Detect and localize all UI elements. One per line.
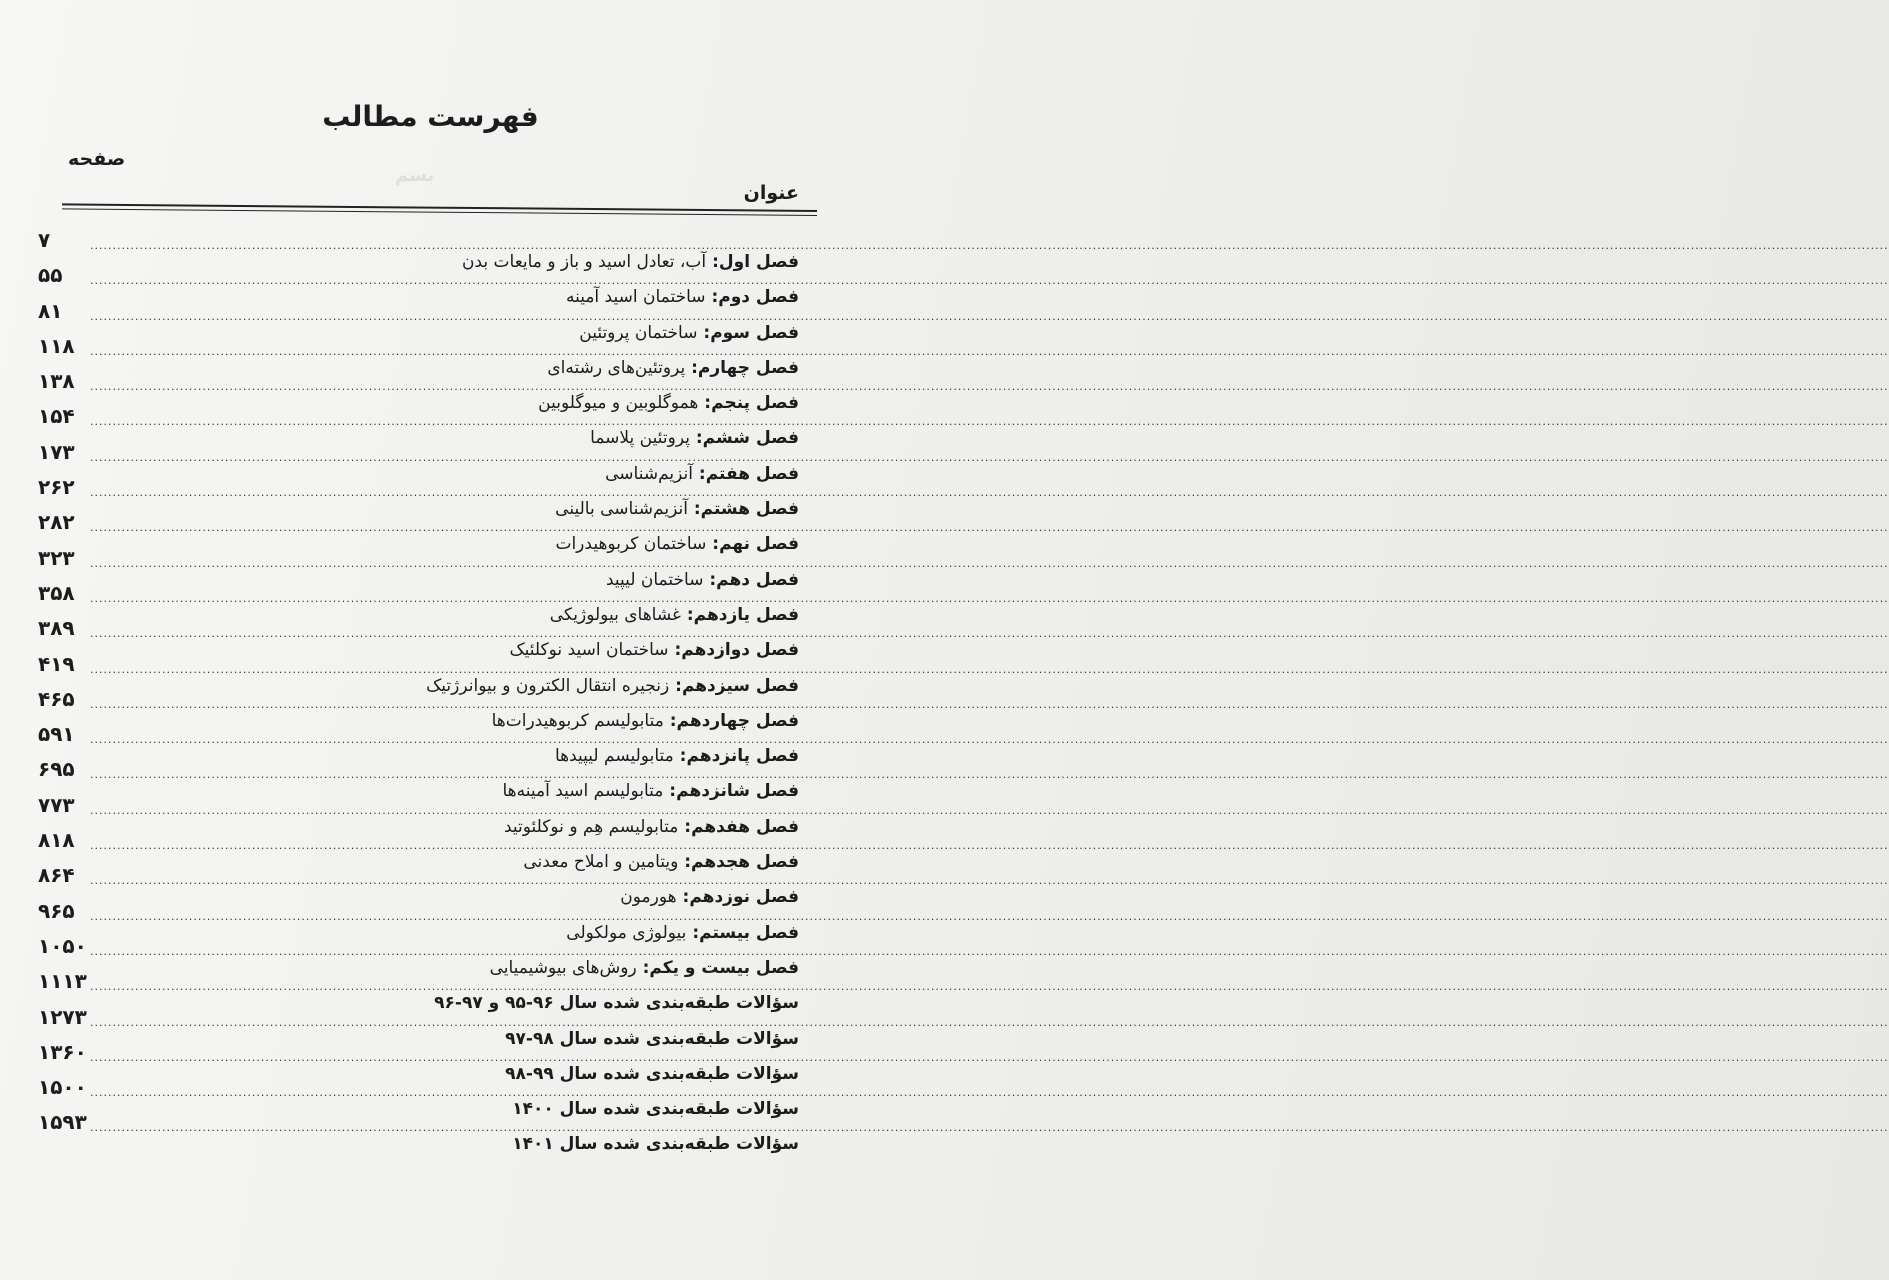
toc-entry xyxy=(0,969,1889,1014)
toc-entry-label: فصل دوم: ساختمان اسید آمینه xyxy=(565,287,799,308)
toc-entry xyxy=(0,1110,1889,1155)
toc-page-number: ۳۲۳ xyxy=(38,545,75,570)
toc-dot-leader: ................................................................................................................................................................................................................................................................................................................................................................................................................ xyxy=(90,415,1889,429)
toc-entry-label: فصل نوزدهم: هورمون xyxy=(620,887,799,908)
chapter-title: ساختمان کربوهیدرات xyxy=(555,534,707,555)
toc-entry-label: فصل بیست و یکم: روش‌های بیوشیمیایی xyxy=(489,957,799,978)
chapter-title: ساختمان اسید آمینه xyxy=(565,287,706,308)
chapter-title: هورمون xyxy=(620,887,677,908)
chapter-title: هموگلوبین و میوگلوبین xyxy=(538,393,699,414)
toc-dot-leader: ................................................................................................................................................................................................................................................................................................................................................................................................................ xyxy=(90,344,1889,358)
chapter-title: متابولیسم اسید آمینه‌ها xyxy=(502,781,664,802)
toc-page-number: ۸۱۸ xyxy=(38,828,75,853)
toc-dot-leader: ................................................................................................................................................................................................................................................................................................................................................................................................................ xyxy=(90,556,1889,570)
toc-dot-leader: ................................................................................................................................................................................................................................................................................................................................................................................................................ xyxy=(90,521,1889,535)
bleed-through-text: بسم xyxy=(395,165,435,186)
toc-page-number: ۷ xyxy=(38,228,51,252)
chapter-title: ساختمان اسید نوکلئیک xyxy=(509,640,669,661)
toc-dot-leader: ................................................................................................................................................................................................................................................................................................................................................................................................................ xyxy=(90,1050,1889,1064)
chapter-number: فصل هشتم xyxy=(700,499,799,520)
toc-page-number: ۱۵۴ xyxy=(38,404,75,429)
chapter-number: فصل هجدهم xyxy=(691,852,799,873)
toc-dot-leader: ................................................................................................................................................................................................................................................................................................................................................................................................................ xyxy=(90,450,1889,464)
toc-entry-label: فصل نهم: ساختمان کربوهیدرات xyxy=(555,534,799,555)
toc-dot-leader: ................................................................................................................................................................................................................................................................................................................................................................................................................ xyxy=(90,697,1889,711)
toc-dot-leader: ................................................................................................................................................................................................................................................................................................................................................................................................................ xyxy=(90,627,1889,641)
chapter-title: غشاهای بیولوژیکی xyxy=(549,604,681,625)
toc-dot-leader: ................................................................................................................................................................................................................................................................................................................................................................................................................ xyxy=(90,944,1889,958)
toc-entry-label: فصل هشتم: آنزیم‌شناسی بالینی xyxy=(555,499,799,520)
chapter-number: فصل دوازدهم xyxy=(681,640,799,661)
toc-entry xyxy=(0,1075,1889,1120)
toc-entry xyxy=(0,722,1889,767)
toc-dot-leader: ................................................................................................................................................................................................................................................................................................................................................................................................................ xyxy=(90,980,1889,994)
toc-page-number: ۱۵۹۳ xyxy=(38,1110,87,1135)
toc-page-number: ۱۷۳ xyxy=(38,439,75,464)
chapter-number: فصل سوم xyxy=(710,322,799,343)
chapter-number: فصل بیستم xyxy=(699,922,799,943)
toc-dot-leader: ................................................................................................................................................................................................................................................................................................................................................................................................................ xyxy=(90,768,1889,782)
toc-page-number: ۱۳۸ xyxy=(38,369,75,394)
toc-entry-label: فصل هجدهم: ویتامین و املاح معدنی xyxy=(523,852,799,873)
chapter-title: متابولیسم هِم و نوکلئوتید xyxy=(503,816,679,837)
chapter-number: فصل نهم xyxy=(719,534,799,555)
toc-page-number: ۹۶۵ xyxy=(38,898,75,923)
toc-page-number: ۷۷۳ xyxy=(38,792,75,817)
toc-dot-leader: ................................................................................................................................................................................................................................................................................................................................................................................................................ xyxy=(90,309,1889,323)
toc-entry xyxy=(0,369,1889,414)
chapter-number: فصل هفتم xyxy=(705,463,799,484)
chapter-title: آنزیم‌شناسی بالینی xyxy=(555,499,688,520)
toc-page-number: ۴۱۹ xyxy=(38,651,75,676)
toc-entry xyxy=(0,863,1889,908)
toc-dot-leader: ................................................................................................................................................................................................................................................................................................................................................................................................................ xyxy=(90,274,1889,288)
toc-entry xyxy=(0,1004,1889,1049)
toc-dot-leader: ................................................................................................................................................................................................................................................................................................................................................................................................................ xyxy=(90,486,1889,500)
chapter-number: فصل ششم xyxy=(702,428,799,449)
page-column-header: صفحه xyxy=(68,148,126,170)
toc-entry-label: فصل چهارم: پروتئین‌های رشته‌ای xyxy=(547,357,799,378)
chapter-title: آب، تعادل اسید و باز و مایعات بدن xyxy=(461,252,707,272)
toc-dot-leader: ................................................................................................................................................................................................................................................................................................................................................................................................................ xyxy=(90,239,1889,252)
chapter-number: فصل نوزدهم xyxy=(689,887,799,908)
toc-entry-label: فصل سیزدهم: زنجیره انتقال الکترون و بیوانرژتیک xyxy=(426,675,799,696)
toc-page-number: ۱۱۸ xyxy=(38,333,75,358)
chapter-title: سؤالات طبقه‌بندی شده سال ۱۴۰۰ xyxy=(512,1099,799,1120)
chapter-number: فصل اول xyxy=(718,252,799,272)
toc-entry xyxy=(0,828,1889,873)
toc-entry xyxy=(0,404,1889,449)
chapter-title: ویتامین و املاح معدنی xyxy=(523,852,679,873)
toc-dot-leader: ................................................................................................................................................................................................................................................................................................................................................................................................................ xyxy=(90,909,1889,923)
toc-page-number: ۱۰۵۰ xyxy=(38,933,87,958)
toc-entry xyxy=(0,333,1889,378)
chapter-number: فصل یازدهم xyxy=(693,604,799,625)
toc-entry xyxy=(0,510,1889,555)
chapter-number: فصل دهم xyxy=(716,569,799,590)
toc-page-number: ۱۱۱۳ xyxy=(38,969,87,994)
page-title: فهرست مطالب xyxy=(322,100,539,133)
header-divider-thick xyxy=(62,203,817,212)
toc-dot-leader: ................................................................................................................................................................................................................................................................................................................................................................................................................ xyxy=(90,733,1889,747)
toc-entry-label xyxy=(512,1134,799,1154)
toc-entry xyxy=(0,792,1889,837)
toc-page-number: ۵۹۱ xyxy=(38,722,75,747)
chapter-title: روش‌های بیوشیمیایی xyxy=(489,957,637,978)
toc-entry-label: فصل دوازدهم: ساختمان اسید نوکلئیک xyxy=(509,640,799,661)
toc-page-number: ۴۶۵ xyxy=(38,686,75,711)
chapter-title: ساختمان لیپید xyxy=(606,569,704,590)
toc-entry xyxy=(0,439,1889,484)
toc-entry-label: فصل شانزدهم: متابولیسم اسید آمینه‌ها xyxy=(502,781,799,802)
toc-page-number: ۳۵۸ xyxy=(38,580,75,605)
toc-entry xyxy=(0,1039,1889,1084)
chapter-title: سؤالات طبقه‌بندی شده سال ۹۶-۹۵ و ۹۷-۹۶ xyxy=(434,993,799,1014)
chapter-number: فصل پنجم xyxy=(711,393,799,414)
toc-entry xyxy=(0,898,1889,943)
toc-page-number: ۱۵۰۰ xyxy=(38,1075,87,1100)
toc-entry-label: فصل چهاردهم: متابولیسم کربوهیدرات‌ها xyxy=(491,710,799,731)
toc-entry xyxy=(0,545,1889,590)
toc-entry xyxy=(0,616,1889,661)
toc-entry-label: فصل سوم: ساختمان پروتئین xyxy=(579,322,799,343)
toc-entry-label: فصل پنجم: هموگلوبین و میوگلوبین xyxy=(538,393,799,414)
title-column-header: عنوان xyxy=(743,182,799,204)
toc-page-number: ۱۳۶۰ xyxy=(38,1039,87,1064)
chapter-title: سؤالات طبقه‌بندی شده سال ۹۸-۹۷ xyxy=(505,1028,799,1049)
chapter-title: متابولیسم کربوهیدرات‌ها xyxy=(491,710,664,731)
toc-dot-leader: ................................................................................................................................................................................................................................................................................................................................................................................................................ xyxy=(90,803,1889,817)
toc-entry-label: فصل هفدهم: متابولیسم هِم و نوکلئوتید xyxy=(503,816,799,837)
chapter-number: فصل دوم xyxy=(718,287,799,308)
toc-entry xyxy=(0,686,1889,731)
toc-entry xyxy=(0,298,1889,343)
toc-entry xyxy=(0,933,1889,978)
toc-dot-leader: ................................................................................................................................................................................................................................................................................................................................................................................................................ xyxy=(90,1015,1889,1029)
toc-dot-leader: ................................................................................................................................................................................................................................................................................................................................................................................................................ xyxy=(90,839,1889,853)
chapter-title: متابولیسم لیپیدها xyxy=(554,746,674,767)
toc-dot-leader: ................................................................................................................................................................................................................................................................................................................................................................................................................ xyxy=(90,1121,1889,1135)
chapter-title: سؤالات طبقه‌بندی شده سال ۱۴۰۱ xyxy=(512,1134,799,1155)
toc-entry xyxy=(0,475,1889,520)
toc-entry-label: فصل ششم: پروتئین پلاسما xyxy=(590,428,799,449)
toc-dot-leader: ................................................................................................................................................................................................................................................................................................................................................................................................................ xyxy=(90,1086,1889,1100)
toc-dot-leader: ................................................................................................................................................................................................................................................................................................................................................................................................................ xyxy=(90,380,1889,394)
toc-entry xyxy=(0,228,1889,272)
toc-entry-label: فصل هفتم: آنزیم‌شناسی xyxy=(605,463,799,484)
toc-entry-label: فصل یازدهم: غشاهای بیولوژیکی xyxy=(549,604,799,625)
toc-entry xyxy=(0,651,1889,696)
toc-page-number: ۱۲۷۳ xyxy=(38,1004,87,1029)
chapter-title: ساختمان پروتئین xyxy=(579,322,698,343)
toc-entry-label: فصل بیستم: بیولوژی مولکولی xyxy=(566,922,799,943)
toc-entry-label: فصل اول: آب، تعادل اسید و باز و مایعات بدن xyxy=(461,252,799,272)
chapter-title: بیولوژی مولکولی xyxy=(566,922,687,943)
table-of-contents xyxy=(0,228,1889,1155)
toc-entry xyxy=(0,580,1889,625)
toc-entry-label: فصل دهم: ساختمان لیپید xyxy=(606,569,799,590)
chapter-title: آنزیم‌شناسی xyxy=(605,463,693,484)
toc-page-number: ۲۶۲ xyxy=(38,475,75,500)
chapter-number: فصل سیزدهم xyxy=(681,675,799,696)
chapter-number: فصل هفدهم xyxy=(691,816,799,837)
toc-entry xyxy=(0,263,1889,308)
toc-page-number: ۶۹۵ xyxy=(38,757,75,782)
toc-entry-label: فصل پانزدهم: متابولیسم لیپیدها xyxy=(554,746,799,767)
chapter-title: سؤالات طبقه‌بندی شده سال ۹۹-۹۸ xyxy=(505,1063,799,1084)
chapter-number: فصل پانزدهم xyxy=(686,746,799,767)
chapter-title: پروتئین پلاسما xyxy=(590,428,690,449)
toc-page-number: ۸۶۴ xyxy=(38,863,75,888)
chapter-number: فصل بیست و یکم xyxy=(649,957,799,978)
toc-entry xyxy=(0,757,1889,802)
chapter-number: فصل شانزدهم xyxy=(676,781,799,802)
toc-dot-leader: ................................................................................................................................................................................................................................................................................................................................................................................................................ xyxy=(90,662,1889,676)
chapter-number: فصل چهاردهم xyxy=(676,710,799,731)
toc-dot-leader: ................................................................................................................................................................................................................................................................................................................................................................................................................ xyxy=(90,874,1889,888)
toc-dot-leader: ................................................................................................................................................................................................................................................................................................................................................................................................................ xyxy=(90,591,1889,605)
toc-page-number: ۳۸۹ xyxy=(38,616,75,641)
toc-page-number: ۵۵ xyxy=(38,263,63,288)
chapter-number: فصل چهارم xyxy=(697,357,799,378)
toc-page-number: ۲۸۲ xyxy=(38,510,75,535)
toc-page-number: ۸۱ xyxy=(38,298,63,323)
chapter-title: پروتئین‌های رشته‌ای xyxy=(547,357,686,378)
chapter-title: زنجیره انتقال الکترون و بیوانرژتیک xyxy=(426,675,670,696)
